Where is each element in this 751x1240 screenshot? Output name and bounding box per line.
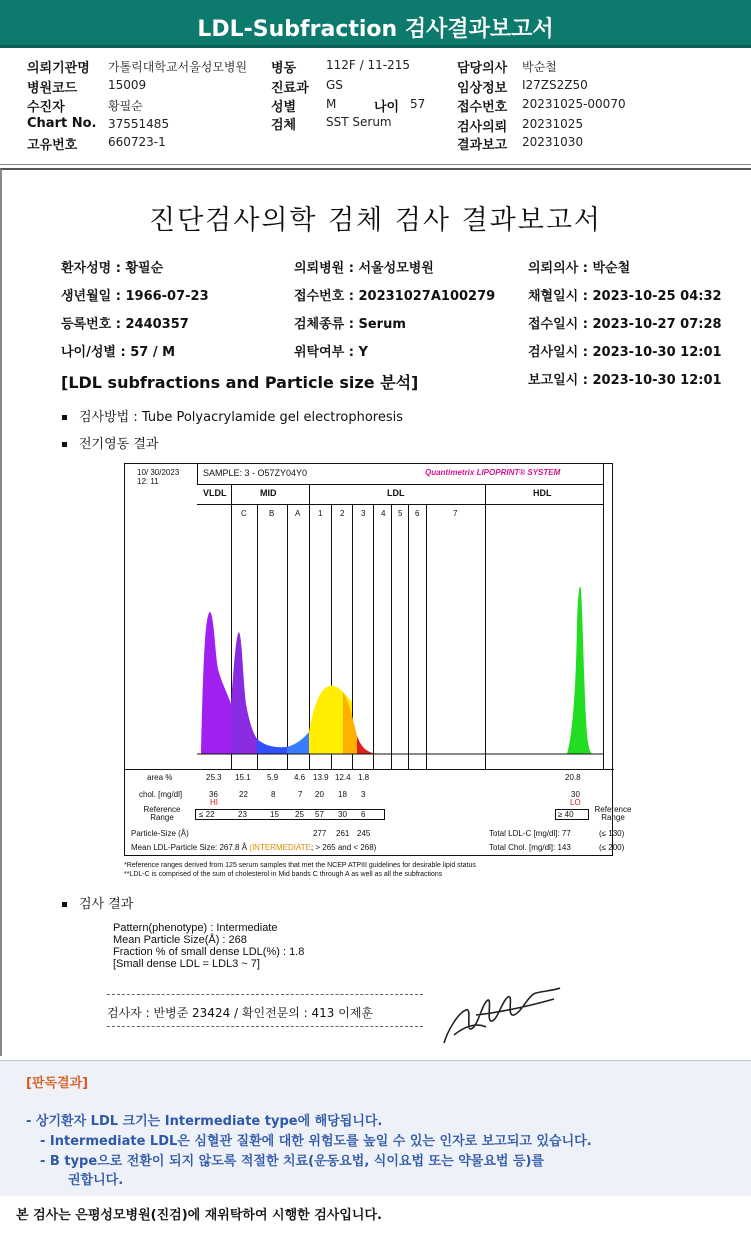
- area-label: area %: [147, 773, 173, 782]
- chol-label: chol. [mg/dl]: [139, 790, 183, 799]
- ref-box: [195, 809, 385, 820]
- ref-value: ≤ 22: [199, 810, 215, 819]
- electropherogram: [125, 464, 614, 769]
- meta-value: 박순철: [522, 60, 557, 74]
- test-time: 검사일시 : 2023-10-30 12:01: [528, 345, 722, 360]
- meta-label: 의뢰기관명: [27, 61, 90, 76]
- panel-line: - Intermediate LDL은 심혈관 질환에 대한 위험도를 높일 수 있는 인자로 보고되고 있습니다.: [40, 1134, 592, 1149]
- reg-no: 등록번호 : 2440357: [61, 317, 189, 332]
- peak-ldl4: [357, 736, 373, 754]
- header-title: LDL-Subfraction 검사결과보고서: [197, 17, 554, 42]
- total-ldl-ref: (≤ 130): [599, 829, 625, 838]
- meta-label: 나이: [374, 100, 400, 115]
- meta-value: SST Serum: [326, 115, 392, 129]
- chol-value: 8: [271, 790, 276, 799]
- signature-image: [436, 985, 566, 1050]
- peak-vldl: [201, 612, 231, 754]
- electrophoresis-chart: [124, 463, 632, 856]
- meta-label: 병원코드: [27, 81, 78, 96]
- report-title: 진단검사의학 검체 검사 결과보고서: [149, 205, 602, 236]
- band-label: 7: [453, 509, 458, 518]
- psize-value: 277: [313, 829, 327, 838]
- method-bullet: [62, 406, 403, 425]
- collect-time: 채혈일시 : 2023-10-25 04:32: [528, 289, 722, 304]
- results-heading: 검사 결과: [79, 897, 134, 912]
- meta-value: 112F / 11-215: [326, 58, 410, 72]
- ref-value: ≥ 40: [558, 810, 574, 819]
- group-ldl: LDL: [387, 488, 405, 498]
- result-line: [Small dense LDL = LDL3 ~ 7]: [113, 958, 260, 970]
- peak-hdl: [567, 587, 592, 754]
- meta-value: I27ZS2Z50: [522, 78, 588, 92]
- signer-divider: [107, 994, 423, 995]
- band-label: B: [269, 509, 275, 518]
- chart-note: *Reference ranges derived from 125 serum samples that met the NCEP ATPIII guidelines for desirable lipid status: [124, 862, 476, 869]
- ref-value: 57: [315, 810, 324, 819]
- band-label: 2: [340, 509, 345, 518]
- signer-text: 검사자 : 반병준 23424 / 확인전문의 : 413 이제훈: [107, 1006, 374, 1020]
- report-time: 보고일시 : 2023-10-30 12:01: [528, 373, 722, 388]
- chol-value: 7: [298, 790, 303, 799]
- total-chol: Total Chol. [mg/dl]: 143: [489, 843, 571, 852]
- electro-bullet: [62, 433, 158, 452]
- group-hdl: HDL: [533, 488, 552, 498]
- result-line: Fraction % of small dense LDL(%) : 1.8: [113, 946, 305, 958]
- mean-size: [131, 843, 376, 852]
- signer-divider: [107, 1026, 423, 1027]
- meta-value: 37551485: [108, 117, 170, 131]
- ref-value: 23: [238, 810, 247, 819]
- patient-name: 환자성명 : 황필순: [61, 261, 164, 276]
- panel-title: [판독결과]: [26, 1076, 89, 1091]
- chart-note: **LDL-C is comprised of the sum of cholesterol in Mid bands C through A as well as all the subfractions: [124, 871, 443, 878]
- receipt-time: 접수일시 : 2023-10-27 07:28: [528, 317, 722, 332]
- band-label: A: [295, 509, 301, 518]
- meta-label: 수진자: [27, 100, 65, 115]
- chol-value: 18: [338, 790, 347, 799]
- psize-value: 261: [336, 829, 350, 838]
- area-value: 12.4: [335, 773, 351, 782]
- ref-label: Reference Range: [143, 805, 181, 822]
- meta-label: 결과보고: [457, 138, 508, 153]
- area-value: 1.8: [358, 773, 370, 782]
- peak-mid-a: [287, 732, 309, 754]
- meta-label: 검사의뢰: [457, 120, 508, 135]
- group-mid: MID: [260, 488, 277, 498]
- peak-mid-b: [257, 739, 287, 754]
- chol-value: 20: [315, 790, 324, 799]
- total-ldl: Total LDL-C [mg/dl]: 77: [489, 829, 571, 838]
- method-text: 검사방법 : Tube Polyacrylamide gel electrophoresis: [79, 410, 404, 425]
- meta-label: 임상정보: [457, 81, 508, 96]
- band-label: 4: [381, 509, 386, 518]
- interpretation-panel: [0, 1060, 751, 1196]
- chol-value: 22: [239, 790, 248, 799]
- meta-value: 20231030: [522, 135, 584, 149]
- doctor: 의뢰의사 : 박순철: [528, 261, 631, 276]
- ref-value: 15: [270, 810, 279, 819]
- birth-date: 생년월일 : 1966-07-23: [61, 289, 209, 304]
- ref-value: 25: [295, 810, 304, 819]
- chart-date: 10/ 30/2023: [137, 468, 180, 477]
- area-value: 15.1: [235, 773, 251, 782]
- band-label: 1: [318, 509, 323, 518]
- electro-text: 전기영동 결과: [79, 437, 159, 452]
- psize-value: 245: [357, 829, 371, 838]
- meta-value: 15009: [108, 78, 147, 92]
- consign: 위탁여부 : Y: [294, 345, 368, 360]
- meta-value: 20231025-00070: [522, 97, 626, 111]
- meta-value: 가톨릭대학교서울성모병원: [108, 60, 248, 74]
- meta-label: Chart No.: [27, 116, 97, 131]
- flag-lo: LO: [570, 798, 581, 807]
- meta-label: 검체: [271, 118, 297, 133]
- meta-label: 접수번호: [457, 100, 508, 115]
- band-label: 6: [415, 509, 420, 518]
- meta-label: 병동: [271, 61, 297, 76]
- ref-label-right: Reference Range: [594, 805, 632, 822]
- ref-value: 30: [338, 810, 347, 819]
- meta-label: 고유번호: [27, 138, 78, 153]
- chol-value: 30: [571, 790, 580, 799]
- psize-label: Particle-Size (Å): [131, 829, 189, 838]
- meta-value: 황필순: [108, 99, 143, 113]
- flag-hi: HI: [210, 798, 218, 807]
- area-value: 25.3: [206, 773, 222, 782]
- band-label: C: [241, 509, 247, 518]
- results-bullet: [62, 893, 133, 912]
- meta-label: 담당의사: [457, 61, 508, 76]
- mean-range: ; > 265 and < 268): [310, 843, 377, 852]
- chart-table-top: [125, 769, 614, 770]
- band-label: 3: [361, 509, 366, 518]
- results-list: [113, 922, 304, 970]
- ref-value: 6: [361, 810, 366, 819]
- total-chol-ref: (≤ 200): [599, 843, 625, 852]
- section-title: [LDL subfractions and Particle size 분석]: [61, 373, 419, 392]
- meta-value: 660723-1: [108, 135, 166, 149]
- meta-value: M: [326, 97, 337, 111]
- band-label: 5: [398, 509, 403, 518]
- meta-info: [0, 51, 751, 165]
- panel-line: - 상기환자 LDL 크기는 Intermediate type에 해당됩니다.: [26, 1114, 383, 1129]
- chol-value: 3: [361, 790, 366, 799]
- chart-brand: Quantimetrix LIPOPRINT® SYSTEM: [425, 468, 561, 477]
- footer-note: 본 검사는 은평성모병원(진검)에 재위탁하여 시행한 검사입니다.: [16, 1208, 382, 1223]
- result-line: Pattern(phenotype) : Intermediate: [113, 922, 278, 934]
- mean-size-value: Mean LDL-Particle Size: 267.8 Å: [131, 843, 248, 852]
- meta-label: 성별: [271, 100, 297, 115]
- area-value: 13.9: [313, 773, 329, 782]
- age-sex: 나이/성별 : 57 / M: [61, 345, 176, 360]
- specimen: 검체종류 : Serum: [294, 317, 406, 332]
- receipt-no: 접수번호 : 20231027A100279: [294, 289, 496, 304]
- peak-mid-c: [231, 632, 257, 754]
- meta-value: GS: [326, 78, 343, 92]
- chart-time: 12: 11: [137, 477, 159, 486]
- panel-line: - B type으로 전환이 되지 않도록 적절한 치료(운동요법, 식이요법 또는 약물요법 등)를: [40, 1154, 545, 1169]
- area-value: 20.8: [565, 773, 581, 782]
- meta-value: 20231025: [522, 117, 584, 131]
- mean-tag: (INTERMEDIATE: [249, 843, 311, 852]
- area-value: 4.6: [294, 773, 306, 782]
- area-value: 5.9: [267, 773, 279, 782]
- panel-line: 권합니다.: [68, 1173, 124, 1188]
- report-header: [0, 0, 751, 48]
- hospital: 의뢰병원 : 서울성모병원: [294, 261, 434, 276]
- chol-value: 36: [209, 790, 218, 799]
- meta-label: 진료과: [271, 81, 309, 96]
- meta-value: 57: [410, 97, 426, 111]
- result-line: Mean Particle Size(Å) : 268: [113, 934, 247, 946]
- group-vldl: VLDL: [203, 488, 227, 498]
- chart-sample: SAMPLE: 3 - O57ZY04Y0: [203, 468, 308, 478]
